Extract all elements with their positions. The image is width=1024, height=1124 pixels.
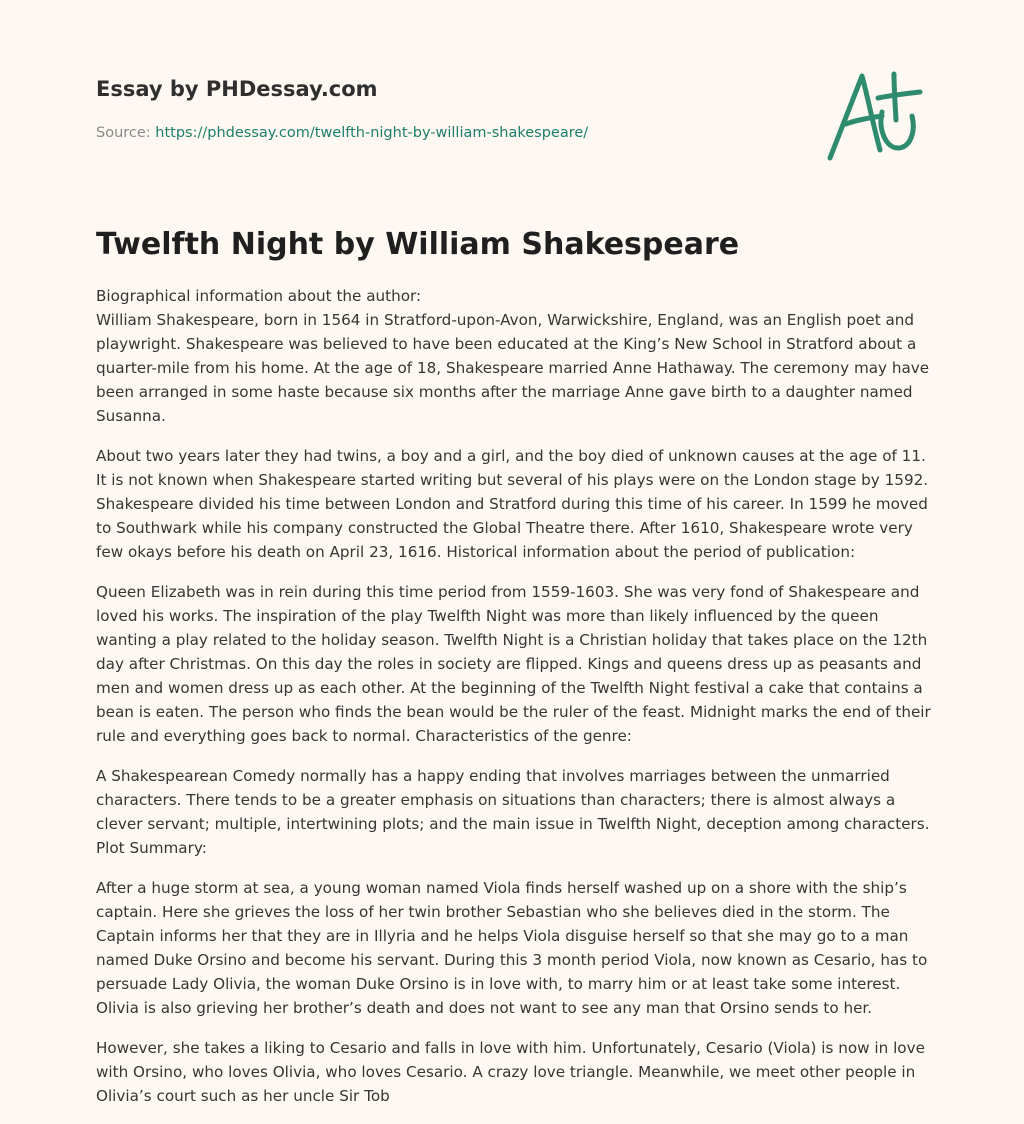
a-plus-logo-icon xyxy=(822,68,926,164)
source-link[interactable]: https://phdessay.com/twelfth-night-by-william-shakespeare/ xyxy=(155,125,589,141)
article-paragraph: About two years later they had twins, a boy and a girl, and the boy died of unknown causes at the age of 11. It is not known when Shakespeare started writing but several of his plays were on the London stage by 1592. Shakespeare divided his time between London and Stratford during this time of his career. In 1599 he moved to Southwark while his company constructed the Global Theatre there. After 1610, Shakespeare wrote very few okays before his death on April 23, 1616. Historical information about the period of publication: xyxy=(96,447,929,561)
article-paragraph: A Shakespearean Comedy normally has a happy ending that involves marriages between the unmarried characters. There tends to be a greater emphasis on situations than characters; there is almost always a clever servant; multiple, intertwining plots; and the main issue in Twelfth Night, deception among characters. Plot Summary: xyxy=(96,767,930,857)
source-label: Source: xyxy=(96,125,156,141)
paragraph-text: William Shakespeare, born in 1564 in Stratford-upon-Avon, Warwickshire, England, was an English poet and playwright. Shakespeare was believed to have been educated at the King’s New School in Stratford about a quarter-mile from his home. At the age of 18, Shakespeare married Anne Hathaway. The ceremony may have been arranged in some haste because six months after the marriage Anne gave birth to a daughter named Susanna. xyxy=(96,311,930,425)
article-paragraph: However, she takes a liking to Cesario and falls in love with him. Unfortunately, Cesario (Viola) is now in love with Orsino, who loves Olivia, who loves Cesario. A crazy love triangle. Meanwhile, we meet other people in Olivia’s court such as her uncle Sir Tob xyxy=(96,1039,925,1105)
page-header xyxy=(96,74,796,143)
article-paragraph xyxy=(96,284,932,428)
intro-heading: Biographical information about the author: xyxy=(96,287,422,305)
article-paragraph: Queen Elizabeth was in rein during this time period from 1559-1603. She was very fond of Shakespeare and loved his works. The inspiration of the play Twelfth Night was more than likely influenced by the queen wanting a play related to the holiday season. Twelfth Night is a Christian holiday that takes place on the 12th day after Christmas. On this day the roles in society are flipped. Kings and queens dress up as peasants and men and women dress up as each other. At the beginning of the Twelfth Night festival a cake that contains a bean is eaten. The person who finds the bean would be the ruler of the feast. Midnight marks the end of their rule and everything goes back to normal. Characteristics of the genre: xyxy=(96,583,931,745)
article-title: Twelfth Night by William Shakespeare xyxy=(96,227,740,262)
site-brand: Essay by PHDessay.com xyxy=(96,77,378,101)
article-paragraph: After a huge storm at sea, a young woman named Viola finds herself washed up on a shore with the ship’s captain. Here she grieves the loss of her twin brother Sebastian who she believes died in the storm. The Captain informs her that they are in Illyria and he helps Viola disguise herself so that she may go to a man named Duke Orsino and become his servant. During this 3 month period Viola, now known as Cesario, has to persuade Lady Olivia, the woman Duke Orsino is in love with, to marry him or at least take some interest. Olivia is also grieving her brother’s death and does not want to see any man that Orsino sends to her. xyxy=(96,879,928,1017)
source-line xyxy=(96,123,796,143)
article-body xyxy=(96,284,932,1124)
